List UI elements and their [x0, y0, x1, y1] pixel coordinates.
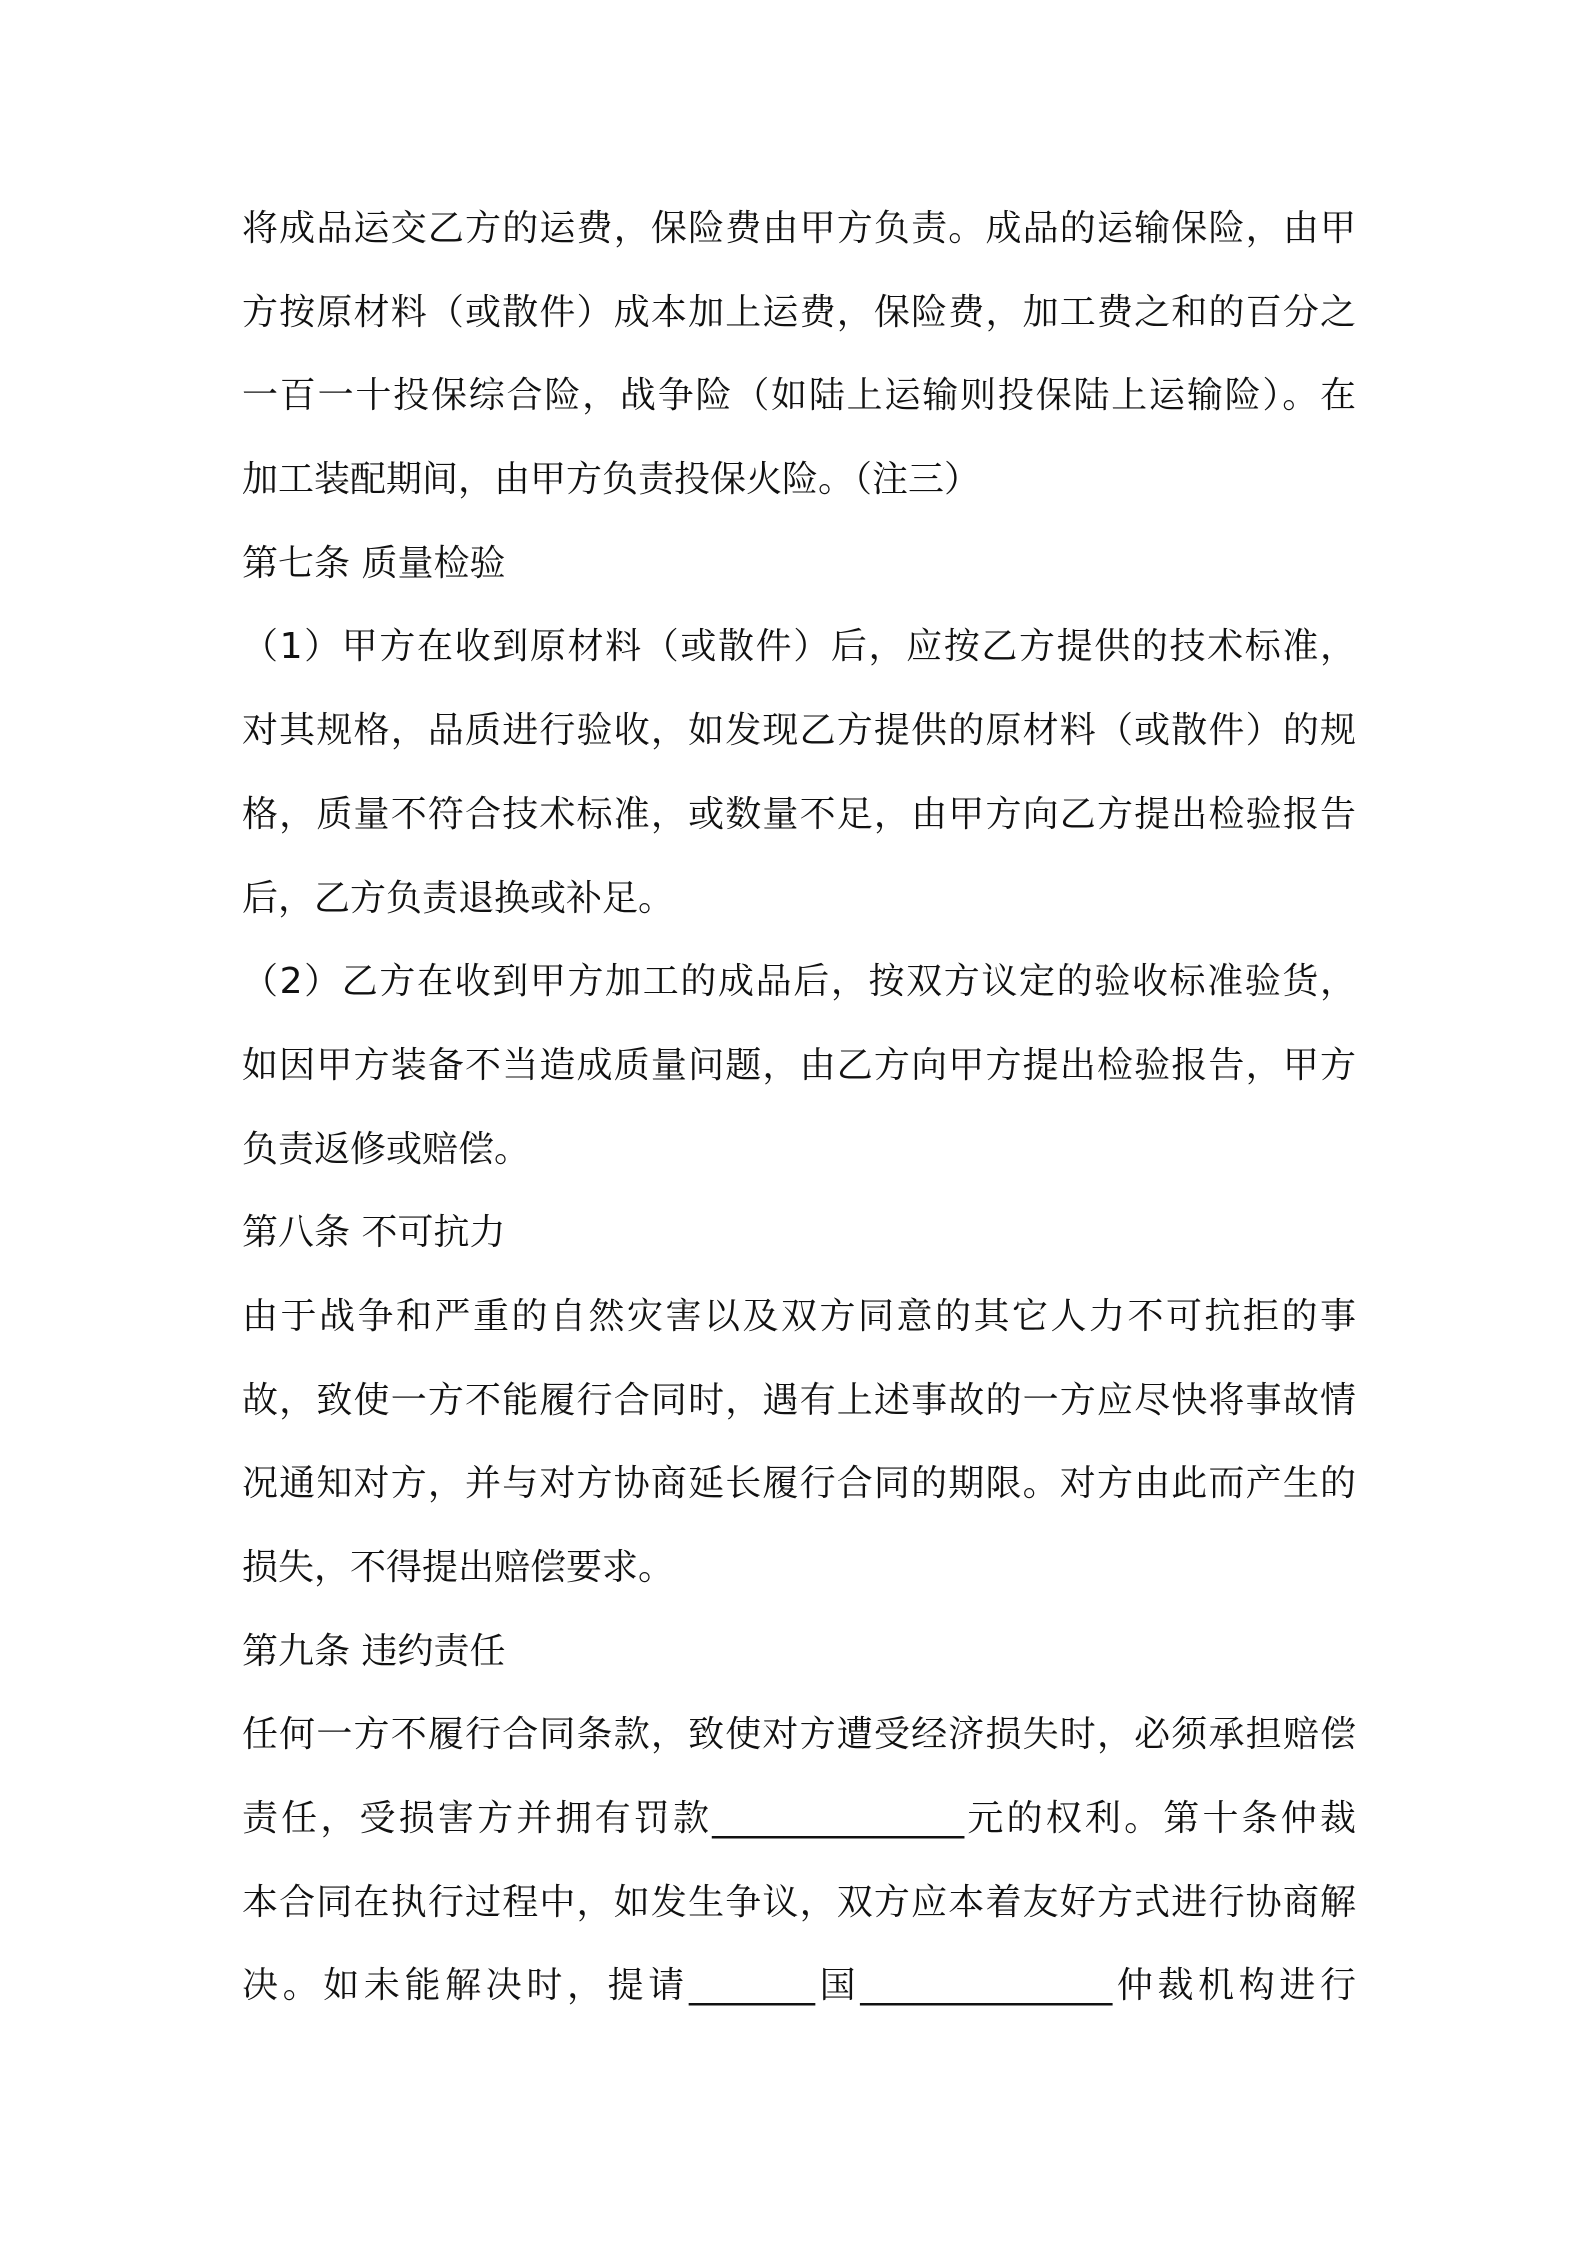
paragraph-line: 况通知对方，并与对方协商延长履行合同的期限。对方由此而产生的	[242, 1463, 1356, 1505]
paragraph-line: 加工装配期间，由甲方负责投保火险。（注三）	[242, 459, 981, 501]
paragraph-line: （2）乙方在收到甲方加工的成品后，按双方议定的验收标准验货，	[242, 961, 1356, 1003]
paragraph-line: 一百一十投保综合险，战争险（如陆上运输则投保陆上运输险）。在	[242, 375, 1356, 417]
paragraph-line: 本合同在执行过程中，如发生争议，双方应本着友好方式进行协商解	[242, 1881, 1356, 1923]
paragraph-line: 负责返修或赔偿。	[242, 1128, 531, 1170]
paragraph-line: 方按原材料（或散件）成本加上运费，保险费，加工费之和的百分之	[242, 291, 1356, 333]
paragraph-line: 将成品运交乙方的运费，保险费由甲方负责。成品的运输保险，由甲	[242, 208, 1356, 249]
paragraph-line: 后，乙方负责退换或补足。	[242, 877, 675, 919]
paragraph-line: 如因甲方装备不当造成质量问题，由乙方向甲方提出检验报告，甲方	[242, 1044, 1356, 1086]
paragraph-line: 故，致使一方不能履行合同时，遇有上述事故的一方应尽快将事故情	[242, 1379, 1356, 1421]
paragraph-line: 损失，不得提出赔偿要求。	[242, 1547, 675, 1588]
section-heading-article-7: 第七条 质量检验	[242, 542, 506, 584]
paragraph-line: 格，质量不符合技术标准，或数量不足，由甲方向乙方提出检验报告	[242, 793, 1356, 835]
paragraph-line-with-blank: 责任，受损害方并拥有罚款______________元的权利。第十条仲裁	[242, 1798, 1356, 1840]
paragraph-line-with-blank: 决。如未能解决时，提请_______国______________仲裁机构进行	[242, 1965, 1356, 2007]
paragraph-line: （1）甲方在收到原材料（或散件）后，应按乙方提供的技术标准，	[242, 626, 1356, 668]
contract-body-text	[242, 187, 1356, 2028]
section-heading-article-8: 第八条 不可抗力	[242, 1212, 506, 1254]
section-heading-article-9: 第九条 违约责任	[242, 1630, 506, 1672]
paragraph-line: 对其规格，品质进行验收，如发现乙方提供的原材料（或散件）的规	[242, 710, 1356, 752]
paragraph-line: 由于战争和严重的自然灾害以及双方同意的其它人力不可抗拒的事	[242, 1295, 1356, 1337]
paragraph-line: 任何一方不履行合同条款，致使对方遭受经济损失时，必须承担赔偿	[242, 1714, 1356, 1756]
